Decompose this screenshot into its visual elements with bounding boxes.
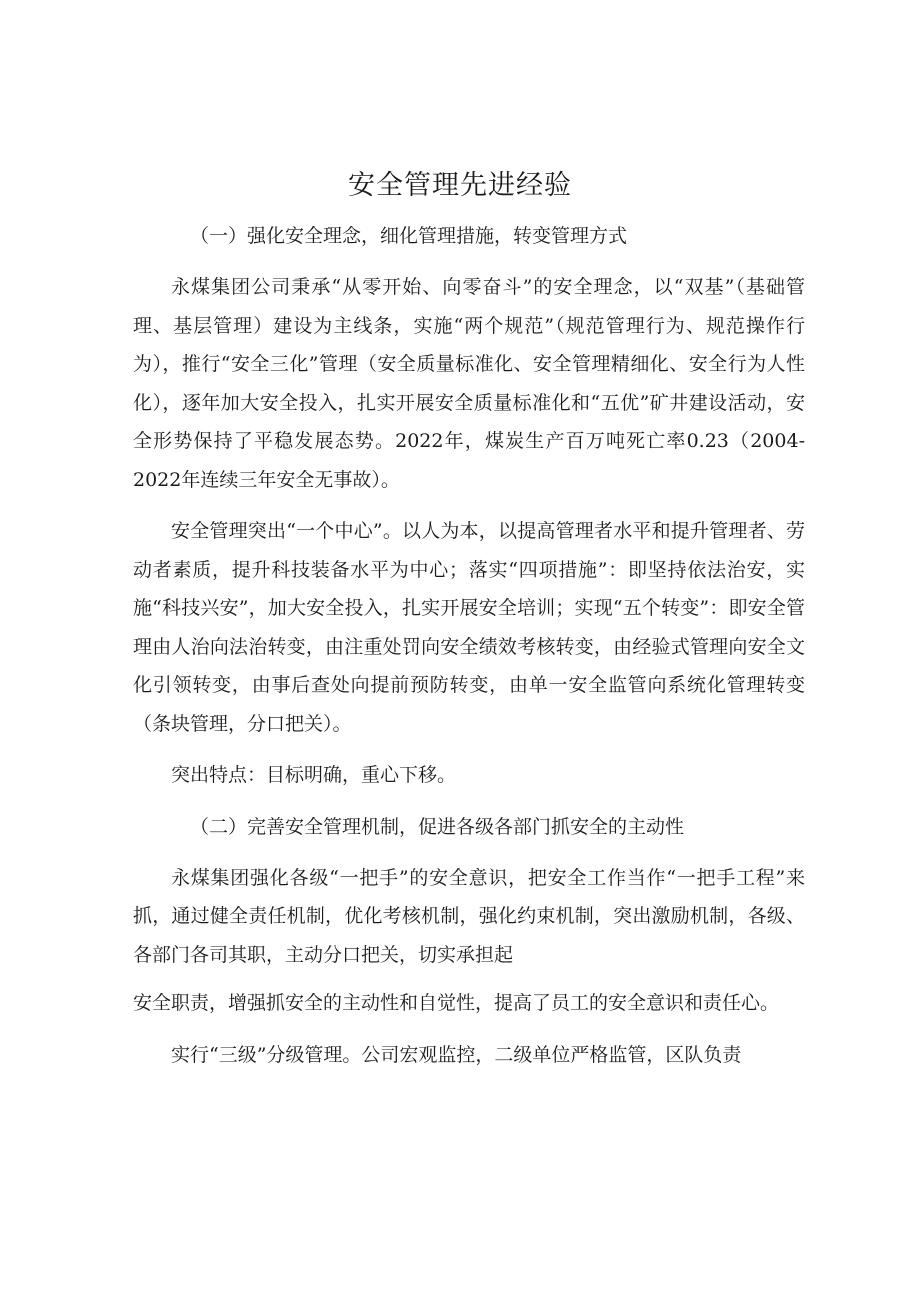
paragraph-4: 永煤集团强化各级“一把手”的安全意识，把安全工作当作“一把手工程”来抓，通过健全责任机制，优化考核机制，强化约束机制，突出激励机制，各级、各部门各司其职，主动分口把关，切实承担起 [133,866,805,966]
section-heading-1: （一）强化安全理念，细化管理措施，转变管理方式 [190,225,628,247]
paragraph-6: 实行“三级”分级管理。公司宏观监控，二级单位严格监管，区队负责 [171,1043,742,1066]
paragraph-5: 安全职责，增强抓安全的主动性和自觉性，提高了员工的安全意识和责任心。 [133,992,780,1014]
document-body [133,217,805,1074]
paragraph-2: 安全管理突出“一个中心”。以人为本，以提高管理者水平和提升管理者、劳动者素质，提升科技装备水平为中心；落实“四项措施”：即坚持依法治安，实施“科技兴安”，加大安全投入，扎实开展安全培训；实现“五个转变”：即安全管理由人治向法治转变，由注重处罚向安全绩效考核转变，由经验式管理向安全文化引领转变，由事后查处向提前预防转变，由单一安全监管向系统化管理转变（条块管理，分口把关）。 [133,520,805,735]
paragraph-3: 突出特点：目标明确，重心下移。 [171,764,457,786]
paragraph-1: 永煤集团公司秉承“从零开始、向零奋斗”的安全理念，以“双基”（基础管理、基层管理）建设为主线条，实施“两个规范”（规范管理行为、规范操作行为），推行“安全三化”管理（安全质量标准化、安全管理精细化、安全行为人性化），逐年加大安全投入，扎实开展安全质量标准化和“五优”矿井建设活动，安全形势保持了平稳发展态势。2022年，煤炭生产百万吨死亡率0.23（2004-2022年连续三年安全无事故）。 [133,276,805,491]
section-heading-2: （二）完善安全管理机制，促进各级各部门抓安全的主动性 [190,815,685,838]
document-title: 安全管理先进经验 [348,170,572,201]
